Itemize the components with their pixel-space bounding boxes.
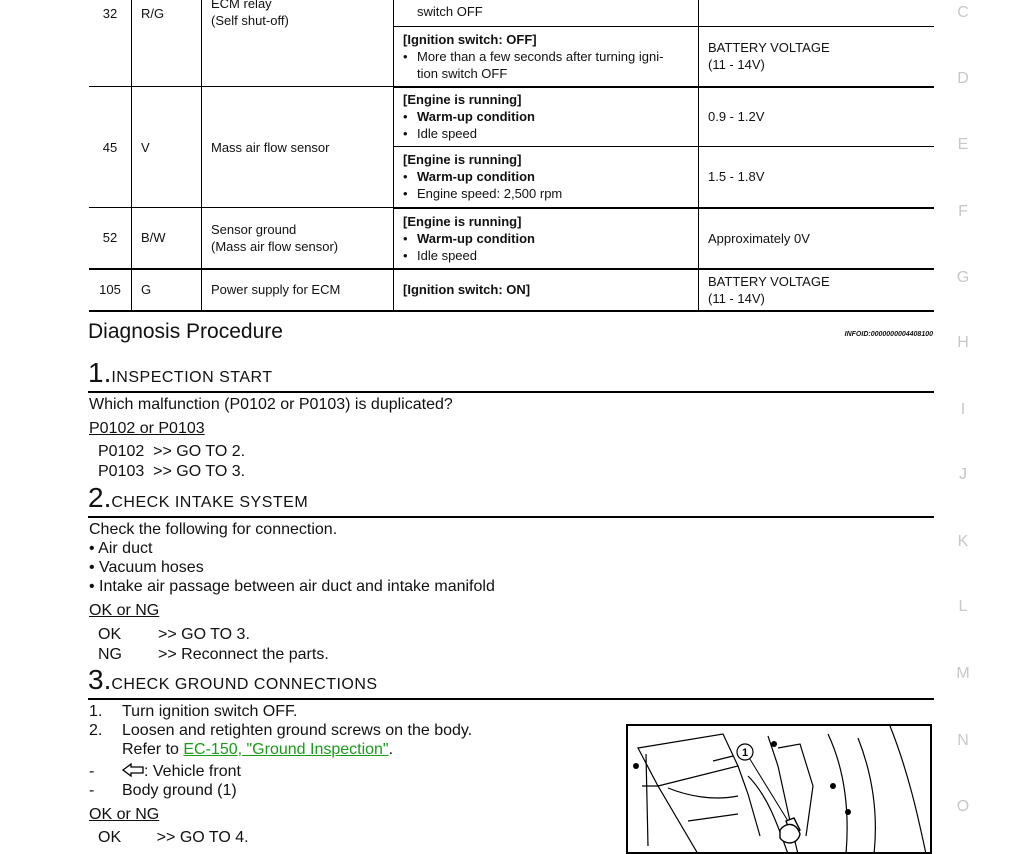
step-1-header: [88, 357, 934, 393]
value-cell: BATTERY VOLTAGE (11 - 14V): [699, 27, 935, 87]
side-index-h[interactable]: H: [957, 334, 969, 351]
step-label: INSPECTION START: [111, 369, 273, 386]
side-index-e[interactable]: E: [957, 136, 969, 153]
option-key: OK: [98, 626, 122, 643]
item-name: [202, 0, 394, 87]
condition-bullet: [403, 125, 689, 142]
wire-color: G: [132, 269, 202, 311]
bullet-text: Warm-up condition: [417, 169, 535, 185]
item-name: Mass air flow sensor: [202, 87, 394, 208]
condition-title: [Ignition switch: ON]: [394, 269, 699, 311]
bullet-text: More than a few seconds after turning igni- tion switch OFF: [417, 48, 664, 81]
table-row: [89, 0, 934, 27]
step-number: 1.: [88, 357, 112, 388]
side-index-n[interactable]: N: [957, 732, 969, 749]
step-number: 2.: [88, 482, 112, 513]
step-1-option-p0103[interactable]: P0103 >> GO TO 3.: [98, 463, 246, 480]
legend-text: : Vehicle front: [144, 763, 241, 780]
side-index-i[interactable]: I: [960, 401, 966, 418]
dash: -: [89, 763, 95, 780]
item-name: Power supply for ECM: [202, 269, 394, 311]
condition-cell: [394, 87, 699, 147]
step-3-legend-ground: [89, 782, 237, 800]
step-number: 3.: [88, 664, 112, 695]
list-item: • Vacuum hoses: [89, 559, 204, 576]
condition-bullet: [403, 230, 689, 247]
ref-prefix: Refer to: [122, 741, 184, 758]
value-cell: BATTERY VOLTAGE (11 - 14V): [699, 269, 935, 311]
item-number: 2.: [89, 722, 103, 739]
step-3-legend-front: [89, 763, 241, 781]
condition-bullet: [403, 108, 689, 125]
step-2-option-ng[interactable]: [98, 646, 329, 664]
value-cell: Approximately 0V: [699, 208, 935, 269]
item-text: Turn ignition switch OFF.: [122, 703, 298, 720]
condition-cell: [394, 147, 699, 208]
value-cell: [699, 0, 935, 27]
dash: -: [89, 782, 95, 799]
step-2-header: [88, 482, 934, 518]
item-text: Loosen and retighten ground screws on the body.: [122, 722, 473, 739]
step-3-item-2: [89, 722, 472, 740]
condition-cell: [394, 0, 699, 27]
list-item: • Air duct: [89, 540, 153, 557]
bullet-text: Warm-up condition: [417, 230, 535, 246]
option-value: >> Reconnect the parts.: [158, 646, 329, 663]
list-item: • Intake air passage between air duct and intake manifold: [89, 578, 495, 595]
step-label: CHECK INTAKE SYSTEM: [111, 494, 309, 511]
condition-bullet: [403, 185, 689, 202]
value-cell: 0.9 - 1.2V: [699, 87, 935, 147]
item-number: 1.: [89, 703, 103, 720]
section-title: Diagnosis Procedure: [88, 320, 283, 343]
bullet-dot: •: [403, 186, 408, 202]
table-row: [89, 87, 934, 147]
terminal-table: [89, 0, 934, 312]
side-index-d[interactable]: D: [957, 70, 969, 87]
engine-bay-illustration: [628, 726, 932, 854]
side-index-o[interactable]: O: [956, 798, 970, 815]
condition-title: [Ignition switch: OFF]: [403, 31, 537, 47]
item-name: Sensor ground (Mass air flow sensor): [202, 208, 394, 269]
condition-bullet: [403, 48, 689, 82]
condition-cell: [394, 27, 699, 87]
info-id: INFOID:0000000004408100: [844, 331, 933, 338]
step-2-option-ok[interactable]: [98, 626, 250, 644]
step-1-choice-head: P0102 or P0103: [89, 420, 205, 437]
bullet-dot: •: [403, 126, 408, 142]
step-3-choice-head: OK or NG: [89, 806, 160, 823]
arrow-left-icon: [122, 763, 144, 777]
bullet-text: Warm-up condition: [417, 109, 535, 125]
table-row: [89, 208, 934, 269]
condition-title: [Engine is running]: [403, 213, 522, 229]
option-key: NG: [98, 646, 122, 663]
step-3-option-ok[interactable]: OK >> GO TO 4.: [98, 829, 249, 846]
condition-tail: switch OFF: [417, 4, 483, 19]
bullet-dot: •: [403, 230, 408, 246]
condition-bullet: [403, 168, 689, 185]
side-index-j[interactable]: J: [959, 466, 967, 483]
ground-inspection-link[interactable]: EC-150, "Ground Inspection": [183, 741, 389, 758]
bullet-dot: •: [403, 109, 408, 125]
value-cell: 1.5 - 1.8V: [699, 147, 935, 208]
option-value: >> GO TO 3.: [158, 626, 250, 643]
step-3-item-1: [89, 703, 297, 721]
step-2-intro: Check the following for connection.: [89, 521, 338, 538]
step-1-option-p0102[interactable]: P0102 >> GO TO 2.: [98, 443, 246, 460]
condition-cell: [394, 208, 699, 269]
step-3-header: [88, 664, 934, 700]
list-item-text: Intake air passage between air duct and intake manifold: [99, 578, 495, 595]
legend-text: Body ground (1): [122, 782, 237, 799]
step-label: CHECK GROUND CONNECTIONS: [111, 676, 378, 693]
ground-location-figure: [626, 724, 932, 854]
list-item-text: Air duct: [98, 540, 153, 557]
condition-title: [Engine is running]: [403, 92, 522, 108]
bullet-dot: •: [403, 169, 408, 185]
side-index-k[interactable]: K: [957, 533, 969, 550]
side-index-g[interactable]: G: [956, 269, 970, 286]
terminal-number: 45: [89, 87, 132, 208]
bullet-text: Idle speed: [417, 126, 477, 142]
step-1-question: Which malfunction (P0102 or P0103) is duplicated?: [89, 396, 453, 413]
wire-color: V: [132, 87, 202, 208]
callout-label: 1: [741, 747, 749, 759]
bullet-dot: •: [403, 48, 408, 64]
terminal-number: 32: [89, 0, 132, 87]
side-index-l[interactable]: L: [958, 598, 968, 615]
list-item-text: Vacuum hoses: [99, 559, 204, 576]
side-index-c[interactable]: C: [957, 4, 969, 21]
side-index-f[interactable]: F: [958, 203, 968, 220]
wire-color: R/G: [132, 0, 202, 87]
step-3-reference: Refer to EC-150, "Ground Inspection".: [122, 741, 394, 758]
terminal-number: 105: [89, 269, 132, 311]
wire-color: B/W: [132, 208, 202, 269]
table-row: [89, 269, 934, 311]
bullet-text: Engine speed: 2,500 rpm: [417, 186, 563, 202]
step-2-choice-head: OK or NG: [89, 602, 160, 619]
side-index-m[interactable]: M: [956, 665, 970, 682]
condition-bullet: [403, 247, 689, 264]
bullet-text: Idle speed: [417, 247, 477, 263]
item-text: ECM relay (Self shut-off): [211, 0, 289, 28]
terminal-number: 52: [89, 208, 132, 269]
condition-title: [Engine is running]: [403, 152, 522, 168]
bullet-dot: •: [403, 247, 408, 263]
